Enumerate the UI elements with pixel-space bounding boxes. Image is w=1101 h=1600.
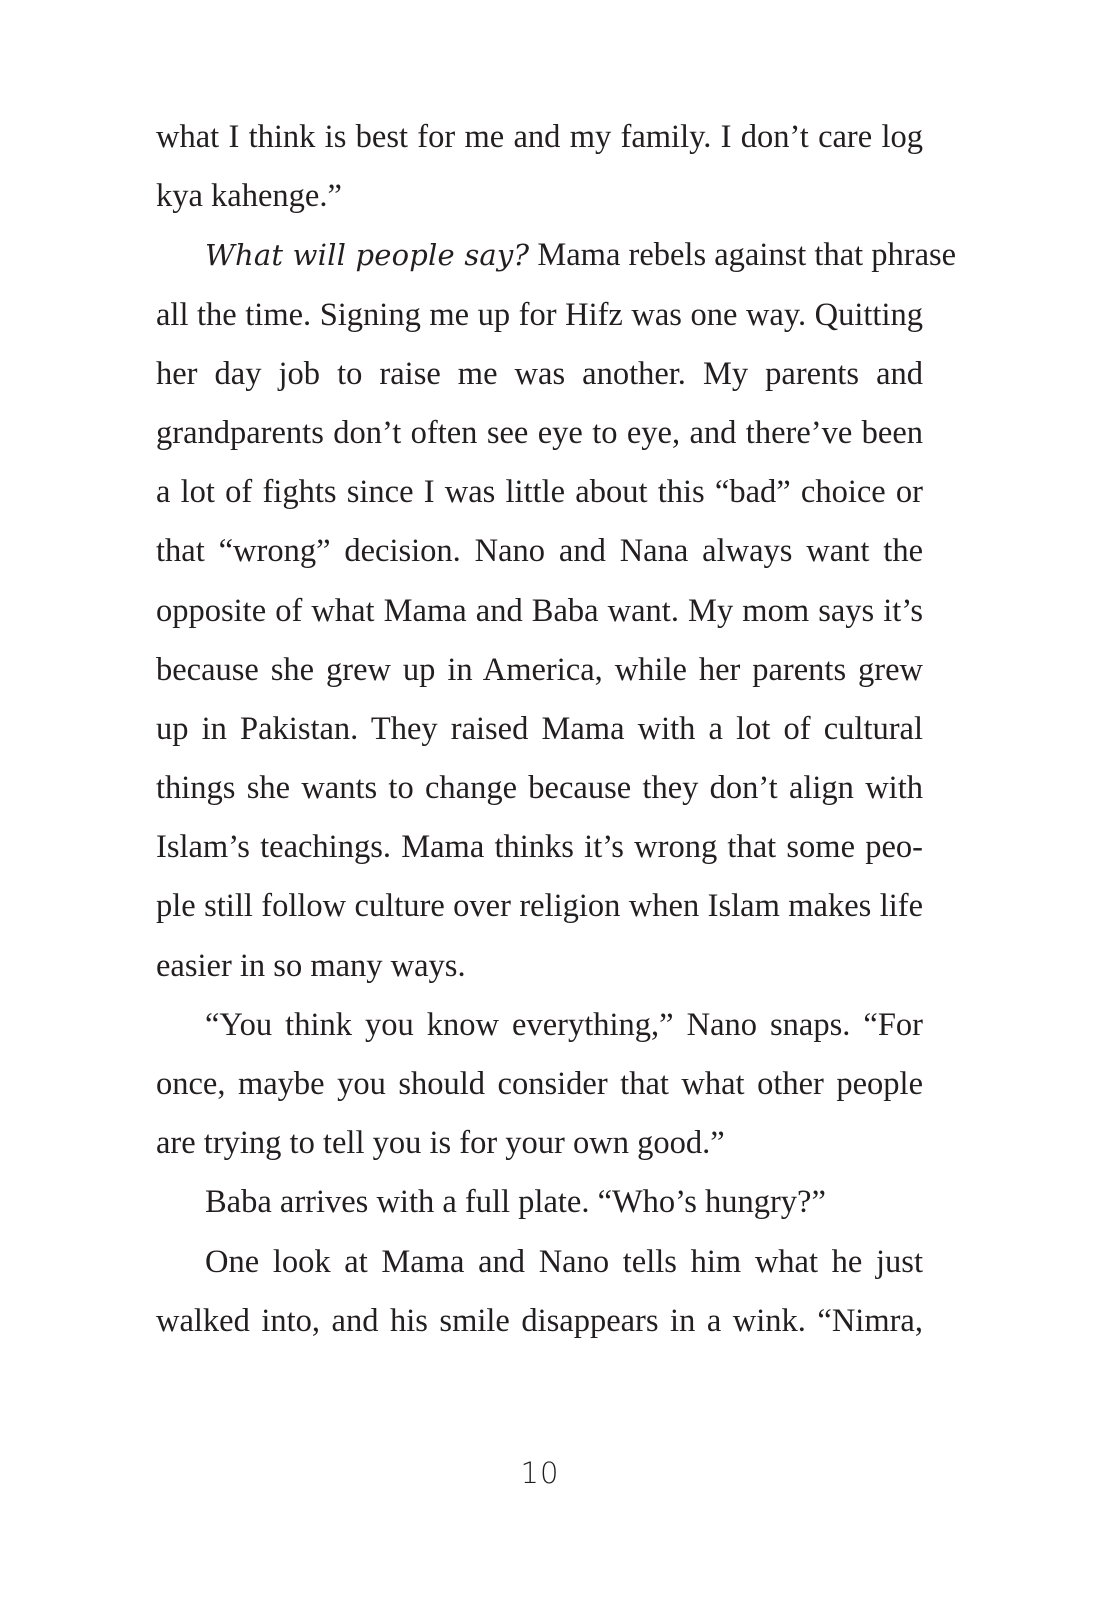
text-line: One look at Mama and Nano tells him what he just (205, 1243, 923, 1280)
text-line: Islam’s teachings. Mama thinks it’s wrong that some peo- (156, 829, 923, 866)
text-line: what I think is best for me and my family. I don’t care log (156, 119, 923, 155)
text-line: ple still follow culture over religion when Islam makes life (156, 888, 923, 925)
text-line-remainder: Mama rebels against that phrase (529, 237, 957, 274)
text-line: that “wrong” decision. Nano and Nana always want the (156, 533, 923, 570)
text-line: “You think you know everything,” Nano snaps. “For (205, 1006, 923, 1043)
text-line: a lot of fights since I was little about this “bad” choice or (156, 474, 923, 511)
text-line: her day job to raise me was another. My parents and (156, 355, 923, 392)
text-line: things she wants to change because they don’t align with (156, 770, 923, 807)
italic-phrase: What will people say? (205, 238, 530, 273)
text-line: once, maybe you should consider that what other people (156, 1066, 923, 1102)
text-line: Baba arrives with a full plate. “Who’s hungry?” (205, 1184, 826, 1221)
text-line (156, 226, 957, 285)
body-text (156, 108, 957, 1351)
text-line: grandparents don’t often see eye to eye, and there’ve been (156, 414, 923, 451)
text-line: are trying to tell you is for your own good.” (156, 1125, 725, 1162)
text-line: easier in so many ways. (156, 947, 466, 984)
text-line: up in Pakistan. They raised Mama with a lot of cultural (156, 710, 923, 747)
text-line: because she grew up in America, while her parents grew (156, 651, 923, 688)
text-line: all the time. Signing me up for Hifz was one way. Quitting (156, 296, 923, 333)
text-line: opposite of what Mama and Baba want. My mom says it’s (156, 592, 923, 629)
text-line: walked into, and his smile disappears in a wink. “Nimra, (156, 1302, 923, 1339)
text-line: kya kahenge.” (156, 178, 342, 215)
page-number: 10 (520, 1456, 560, 1490)
